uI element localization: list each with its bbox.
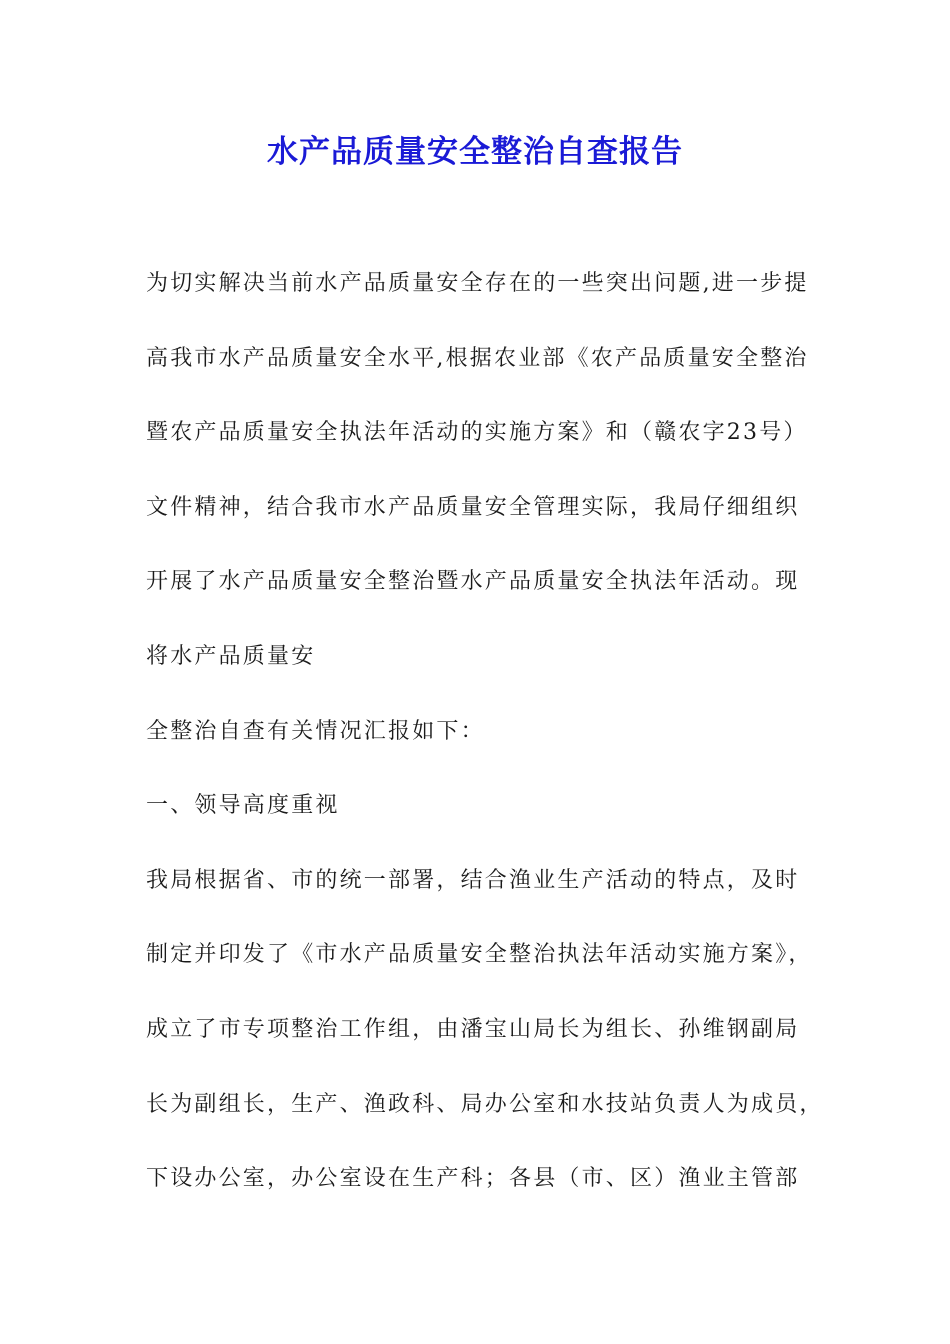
body-line: 长为副组长，生产、渔政科、局办公室和水技站负责人为成员， xyxy=(146,1091,824,1117)
body-line: 成立了市专项整治工作组，由潘宝山局长为组长、孙维钢副局 xyxy=(146,1016,800,1042)
body-line: 开展了水产品质量安全整治暨水产品质量安全执法年活动。现 xyxy=(146,569,800,595)
body-line: 暨农产品质量安全执法年活动的实施方案》和（赣农字23号） xyxy=(146,420,808,446)
body-line: 全整治自查有关情况汇报如下： xyxy=(146,718,485,744)
body-line: 制定并印发了《市水产品质量安全整治执法年活动实施方案》， xyxy=(146,942,813,968)
body-line: 下设办公室，办公室设在生产科；各县（市、区）渔业主管部 xyxy=(146,1166,800,1192)
body-line: 文件精神，结合我市水产品质量安全管理实际，我局仔细组织 xyxy=(146,494,800,520)
body-line: 高我市水产品质量安全水平,根据农业部《农产品质量安全整治 xyxy=(146,345,809,371)
document-body xyxy=(146,262,824,1232)
body-line: 我局根据省、市的统一部署，结合渔业生产活动的特点，及时 xyxy=(146,867,800,893)
body-line: 为切实解决当前水产品质量安全存在的一些突出问题,进一步提 xyxy=(146,271,809,296)
body-line: 将水产品质量安 xyxy=(146,643,316,669)
document-title: 水产品质量安全整治自查报告 xyxy=(267,134,683,170)
section-heading: 一、领导高度重视 xyxy=(146,793,340,819)
